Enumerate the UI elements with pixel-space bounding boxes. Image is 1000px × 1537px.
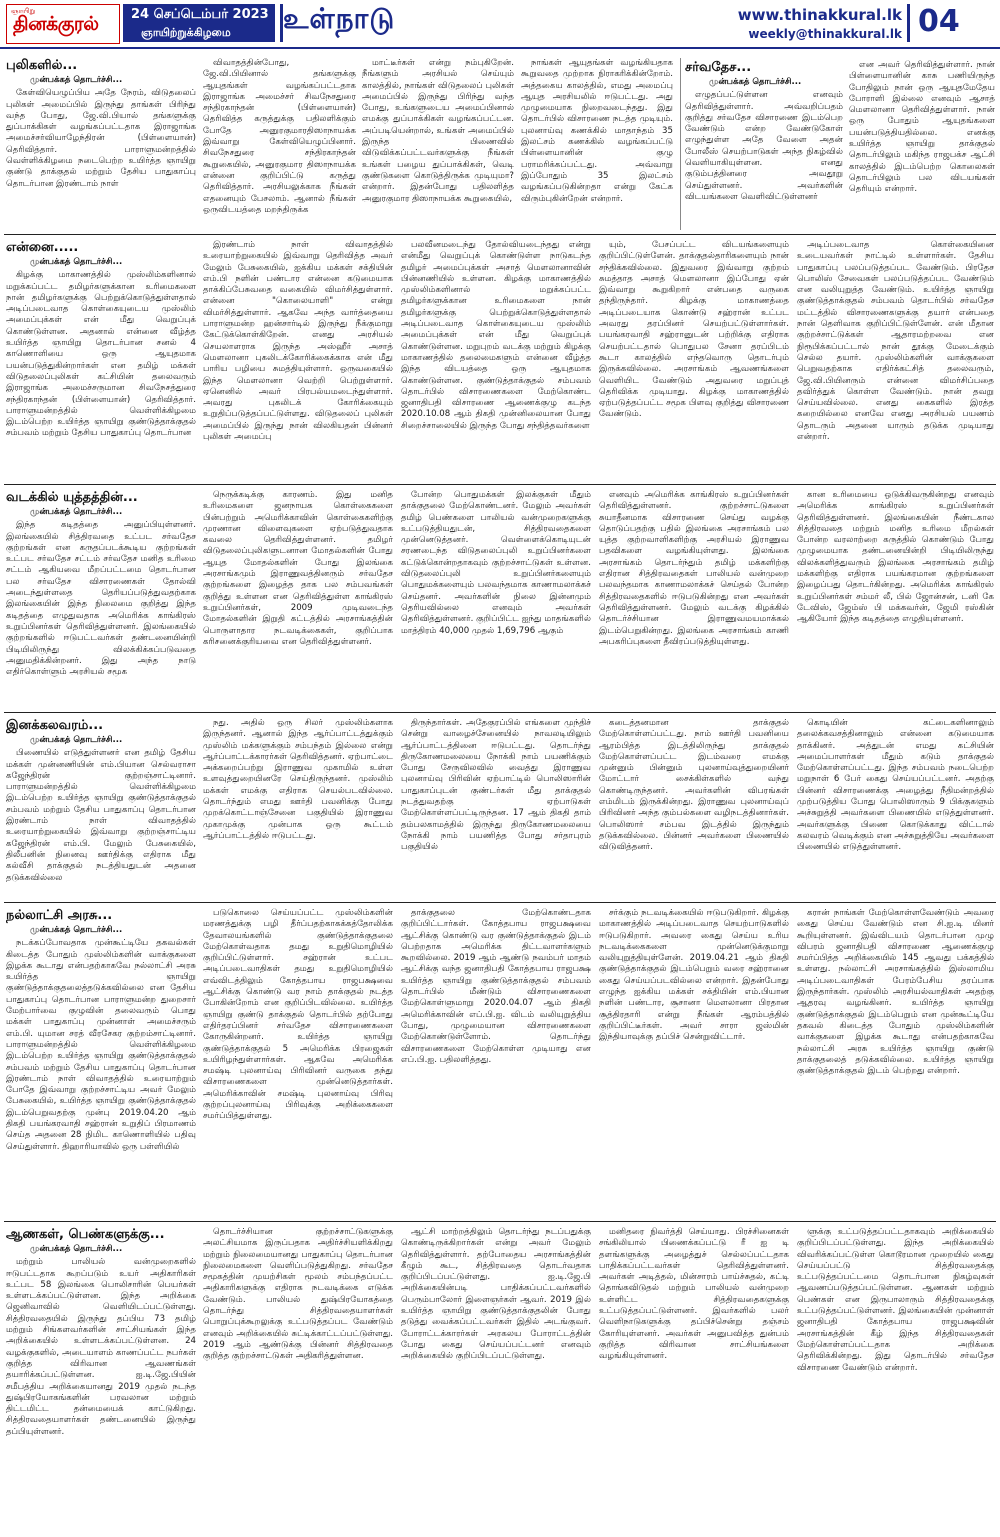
continuation-label: முன்பக்கத் தொடர்ச்சி... [30,75,123,85]
article-text: அடிப்படைவாத கொள்கையினை உடையவர்கள் நாட்டில் உள்ளார்கள். தேசிய பாதுகாப்பு பலப்படுத்தப்பட வேண்டும். பிரதேச பொலிஸ் சேவைகள் பலப்படுத்தப்பட வேண்டும் என வலியுறுத்த வேண்டும். உயிர்த்த ஞாயிறு குண்டுத்தாக்குதல் சம்பவம் தொடர்பில் சர்வதேச மட்டத்தில் விசாரணைகளுக்கு தயார் என்பதை நான் தெளிவாக குறிப்பிட்டுள்ளேன். என் மீதான குற்றச்சாட்டுக்கள் ஆதாரமற்றவை என நிரூபிக்கப்பட்டால் நான் தூக்கு மேடைக்கும் செல்ல தயார். முஸ்லிம்களின் வாக்குகளை பெறுவதற்காக எதிர்க்கட்சித் தலைவரும், ஜே.வி.பியினரும் என்னை விமர்சிப்பதை தவிர்த்துக் கொள்ள வேண்டும். நான் தவறு செய்யவில்லை. எனது கைகளில் இரத்த கறையில்லை எனவே எனது அரசியல் பயணம் தொடரும் அதனை யாரும் தடுக்க முடியாது என்றார். [797,240,994,443]
article-text: நாங்கள் ஆயுதங்கள் வழங்கியதாக கூறுவதை முற்றாக நிராகரிக்கின்றோம். அத்தகைய காலத்தில், எமது அமைப்பு ஆயுத அரசியலில் ஈடுபட்டது. அது முழுமையாக நிறைவடைந்தது. இது தொடர்பில் விசாரணை நடத்த முடியும். புலனாய்வு கணக்கில் மாதாந்தம் 35 இலட்சம் கணக்கில் வழங்கப்பட்டு பிள்ளையானின் குழு பராமரிக்கப்பட்டது. அவ்வாறு இப்போதும் 35 இலட்சம் வழங்கப்படுகின்றதா என்று கேட்க விரும்புகின்றேன் என்றார். [521,58,673,204]
article-column [362,58,514,230]
section-rule [4,712,996,713]
article-column [6,718,196,898]
article-text: கொடியின் கட்டைகளினாலும் தலைக்கவசத்தினாலும் என்னை கடுமையாக தாக்கினர். அத்துடன் எமது கட்சியின் அமைப்பாளர்கள் மீதும் கடும் தாக்குதல் மேற்கொள்ளப்பட்டது. இந்த சம்பவம் நடைபெற்ற மறுநாள் 6 பேர் கைது செய்யப்பட்டனர். அதற்கு பின்னர் விசாரணைக்கு அழைத்து நீதிமன்றத்தில் முற்படுத்திய போது பொலிஸாரும் 9 பிக்குகளும் அச்சுறுத்தி அவர்களை பிணையில் எடுத்துள்ளனர். அவர்களுக்கு பிணை கொடுக்காது விட்டால் கலவரம் வெடிக்கும் என அச்சுறுத்தியே அவர்களை பிணையில் எடுத்துள்ளனர். [797,718,994,853]
article-text: கரான் நாங்கள் மேற்கொள்ளவேண்டும் அவரை கைது செய்ய வேண்டும் என சி.ஐ.டி யினர் கூறியுள்ளனர். இவ்விடயம் தொடர்பான முழு விபரம் ஜனாதிபதி விசாரணை ஆணைக்குழு சமர்ப்பித்த அறிக்கையில் 145 ஆவது பக்கத்தில் உள்ளது. நல்லாட்சி அரசாங்கத்தில் இஸ்லாமிய அடிப்படைவாதிகள் பேரம்பேசிய தரப்பாக இருந்தார்கள். முஸ்லிம் அரசியல்வாதிகள் அதற்கு ஆதரவு வழங்கினர். உயிர்த்த ஞாயிறு குண்டுத்தாக்குதல் இடம்பெறும் என முன்கூட்டியே தகவல் கிடைத்த போதும் முஸ்லிம்களின் வாக்குகளை இழக்க கூடாது என்பதற்காகவே நல்லாட்சி அரசு உயிர்த்த ஞாயிறு குண்டு தாக்குதலைத் தடுக்கவில்லை. உயிர்த்த ஞாயிறு குண்டுத்தாக்குதல் இடம் பெற்றது என்றார். [797,908,994,1077]
article-column [203,490,393,708]
article-column [521,58,673,230]
section-title: உள்நாடு [283,2,396,35]
section-rule [4,234,996,235]
article-text: கடைத்தனமான தாக்குதல் மேற்கொள்ளப்பட்டது. நாம் ஊர்தி பவனியை ஆரம்பித்த இடத்திலிருந்து தாக்குதல் மேற்கொள்ளப்பட்ட இடம்வரை எமக்கு முன்னும் பின்னும் புலனாய்வுத்துறையினர் மோட்டார் சைக்கிள்களில் வந்து கொண்டிருந்தனர். அவர்களின் விபரங்கள் எம்மிடம் இருக்கின்றது. இராணுவ புலனாய்வுப் பிரிவினர் அந்த கும்பல்களை வழிநடத்தினார்கள். பொலிஸார் சம்பவ இடத்தில் இருந்தும் தடுக்கவில்லை. பின்னர் அவர்களை பிணையில் விடுவித்தனர். [599,718,789,853]
article-column [6,908,196,1216]
article-text: ஆட்சி மாற்றத்திலும் தொடர்ந்து நடப்பதுக்கு கொண்டிருக்கிறார்கள் என்று அவர் மேலும் தெரிவித்துள்ளார். தற்போதைய அரசாங்கத்தின் கீழும் கூட, சித்திரவதை தொடர்வதாக குறிப்பிடப்பட்டுள்ளது. ஐ.டி.ஜே.பி அறிக்கையின்படி பாதிக்கப்பட்டவர்களில் பெரும்பாலோர் இளைஞர்கள் ஆவர். 2019 இல் உயிர்த்த ஞாயிறு குண்டுத்தாக்குதலின் போது தடுத்து வைக்கப்பட்டவர்கள் இதில் அடங்குவர். போராட்டக்காரர்கள் அரகலய போராட்டத்தின் போது கைது செய்யப்பட்டனர் எனவும் அறிக்கையில் குறிப்பிடப்பட்டுள்ளது. [401,1227,591,1362]
article-text: விவாதத்தின்போது, ஜே.வி.பியினால் தங்களுக்கு ஆயுதங்கள் வழங்கப்பட்டதாக இராஜாங்க அமைச்சர் சிவநேசதுரை சந்திரகாந்தன் (பிள்ளையான்) தெரிவித்த கருத்துக்கு பதிலளிக்கும் போதே அனுரகுமாரதிஸாநாயக்க இவ்வாறு கேள்வியெழுப்பினார். சிவநேசதுரை சந்திரகாந்தன் கூறுகையில், அனுரகுமார திஸாநாயக்க என்னை குறிப்பிட்டு கருத்து தெரிவித்தார். அரசியலுக்காக நீங்கள் எதனையும் பேசலாம். ஆனால் நீங்கள் ஒருவிடயத்தை மறந்திருக்க [203,58,356,215]
article-column [203,908,393,1216]
article-text: சர்க்கும் நடவடிக்கையில் ஈடுபடுகிறார். கிழக்கு மாகாணத்தில் அடிப்படைவாத செயற்பாடுகளில் ஈடுபடுகிறார். அவரை கைது செய்ய உரிய நடவடிக்கைகளை முன்னெடுக்குமாறு வலியுறுத்தியுள்ளேன். 2019.04.21 ஆம் திகதி குண்டுத்தாக்குதல் இடம்பெறும் வரை சஹ்ரானை கைது செய்யப்படவில்லை என்றார். இதன்போது எழுந்த ஐக்கிய மக்கள் சக்தியின் எம்.பியான நளின் பண்டார, சூசானா மௌலானா பிரதான சூத்திரதாரி என்று நீங்கள் ஆரம்பத்தில் குறிப்பிட்டீர்கள். அவர் சாரா ஜஸ்மின் இந்தியாவுக்கு தப்பிச் சென்றுவிட்டார். [599,908,789,1043]
article-column [797,908,994,1216]
article-text: திருந்தார்கள். அதேகுரப்பில் எங்களை முந்திச் சென்று வாழைச்சேனையில் நாவலடியிலும் ஆர்ப்பாட்டத்தினை ஈடுபட்டது. தொடர்ந்து திருகோணமலையை நோக்கி நாம் பயணிக்கும் போது சேருவிலவில் வைத்து இராணுவ புலனாய்வு பிரிவின் ஏற்பாட்டில் பொலிஸாரின் பாதுகாப்புடன் குண்டர்கள் மீது தாக்குதல் நடத்துவதற்கு ஏற்பாடுகள் மேற்கொள்ளப்பட்டிருந்தன. 17 ஆம் திகதி தாம் தம்பலகாமத்தில் இருந்து திருகோணமலையை நோக்கி நாம் பயணித்த போது சர்தாபுரம் பகுதியில் [401,718,591,853]
date-bar [123,4,275,42]
article-text: தாக்குதலை மேற்கொண்டதாக குறிப்பிட்டார்கள். கோத்தபாய ராஜபக்ஷவை ஆட்சிக்கு கொண்டு வர குண்டுத்தாக்குதல் இடம் பெற்றதாக அமெரிக்க திட்டவாளர்களும் கூறவில்லை. 2019 ஆம் ஆண்டு நவம்பர் மாதம் ஆட்சிக்கு வந்த ஜனாதிபதி கோத்தபாய ராஜபக்ஷ உயிர்த்த ஞாயிறு குண்டுத்தாக்குதல் சம்பவம் தொடர்பில் மீண்டும் விசாரணைகளை மேற்கொள்ளுமாறு 2020.04.07 ஆம் திகதி அமெரிக்காவின் எப்.பி.ஐ. விடம் வலியுறுத்திய போது, முழுமையான விசாரணைகளை மேற்கொண்டுள்ளோம். தொடர்ந்து விசாரணைகளை மேற்கொள்ள முடியாது என எப்.பி.ஐ. பதிலளித்தது. [401,908,591,1065]
article-text: எனவும் அமெரிக்க காங்கிரஸ் உறுப்பினர்கள் தெரிவித்துள்ளனர். குற்றச்சாட்டுகளை சுயாதீனமாக விசாரணை செய்து வழக்கு தொடுப்பதற்கு பதில் இலங்கை அரசாங்கம் பல யுத்த குற்றவாளிகளிற்கு அரசியல் இராணுவ பதவிகளை வழங்கியுள்ளது. இலங்கை அரசாங்கம் தொடர்ந்தும் தமிழ் மக்களிற்கு எதிரான சித்திரவதைகள் பாலியல் வன்முறை பலவந்தமாக காணாமலாக்கச் செய்தல் போன்ற சித்திரவதைகளில் ஈடுபடுகின்றது என அவர்கள் தெரிவித்துள்ளனர். மேலும் வடக்கு கிழக்கில் தொடர்ச்சியான இராணுவமயமாக்கல் இடம்பெறுகின்றது. இலங்கை அரசாங்கம் காணி அபகரிப்புகளை தீவிரப்படுத்தியுள்ளது. [599,490,789,647]
article-column [797,490,994,708]
article-text: இரண்டாம் நாள் விவாதத்தில் உரையாற்றுகையில் இவ்வாறு தெரிவித்த அவர் மேலும் பேசுகையில், ஐக்கிய மக்கள் சக்தியின் எம்.பி நளின் பண்டார என்னை கடுமையாக தாக்கிப்பேசுவதை வகையில் விமர்சித்துள்ளார். என்னை "கொலையாளி" என்று விமர்சித்துள்ளார். ஆகவே அந்த வார்த்தையை பாராளுமன்ற ஹன்சார்டில் இருந்து நீக்குமாறு கேட்டுக்கொள்கிறேன். எனது அரசியல் செயலாளராக இருந்த அஸ்ஹீர் அசாத் மௌலானா புகலிடக்கோரிக்கைக்காக என் மீது பாரிய பழியை சுமத்தியுள்ளார். ஒருவகையில் இந்த மௌலானா வெற்றி பெற்றுள்ளார். ஏனெனில் அவர் பிரபல்யமடைந்துள்ளார். அவரது புகலிடக் கோரிக்கையும் உறுதிப்படுத்தப்பட்டுள்ளது. விடுதலைப் புலிகள் அமைப்பில் இருந்து நான் விலகியதன் பின்னர் புலிகள் அமைப்பு [203,240,393,443]
newspaper-logo [6,4,120,44]
article-column [599,718,789,898]
article-column [599,490,789,708]
article-headline: ஆணகள், பெண்களுக்கு... [6,1227,165,1242]
continuation-label: முன்பக்கத் தொடர்ச்சி... [30,507,123,517]
article-text: ளுக்கு உட்படுத்தப்பட்டதாகவும் அறிக்கையில் குறிப்பிடப்பட்டுள்ளது. இந்த அறிக்கையில் விவரிக்கப்பட்டுள்ள கொடூரமான முறையில் கைது செய்யப்பட்டு சித்திரவதைக்கு உட்படுத்தப்பட்டமை தொடர்பான நிகழ்வுகள் ஆவணப்படுத்தப்பட்டுள்ளன. ஆணகள் மற்றும் பெண்கள் என இருபாலாரும் சித்திரவதைக்கு உட்படுத்தப்பட்டுள்ளனர். இலங்கையின் முன்னாள் ஜனாதிபதி கோத்தபாய ராஜபக்ஷவின் அரசாங்கத்தின் கீழ் இந்த சித்திரவதைகள் மேற்கொள்ளப்பட்டதாக அறிக்கை தெரிவிக்கின்றது. இது தொடர்பில் சர்வதேச விசாரணை வேண்டும் என்றார். [797,1227,994,1373]
masthead [0,0,1000,49]
article-column [401,1227,591,1533]
article-column [599,908,789,1216]
article-text: யும், பேசப்பட்ட விடயங்களையும் குறிப்பிட்டுள்ளேன். தாக்குதல்தாரிகளையும் நான் சந்திக்கவில்லை. இதுவரை இவ்வாறு குற்றம் சுமத்தாத அசாத் மௌலானா இப்போது ஏன் இவ்வாறு கூறுகிறார் என்பதை வருகை தந்திருந்தார். கிழக்கு மாகாணத்தை அடிப்படையாக கொண்டு சஹ்ரான் உட்பட அவரது தரப்பினர் செயற்பட்டுள்ளார்கள். பயங்கரவாதி சஹ்ரானுடன் பற்றிக்கு எதிராக செயற்பட்டதால் பொதுபல சேனா தரப்பிடம் கூடா காலத்தில் எந்தவொரு தொடர்பும் இருக்கவில்லை. அரசாங்கம் ஆவணங்களை வெளியிட வேண்டும் அதுவரை மறுப்புத் தெரிவிக்க முடியாது. கிழக்கு மாகாணத்தில் ஏற்படுத்தப்பட்ட சமூக பிளவு குறித்து விசாரணை வேண்டும். [599,240,789,420]
article-text: நெருக்கடிக்கு காரணம். இது மனித உரிமைகளை ஜனநாயக கொள்கைகளை பின்பற்றும் அமெரிக்காவின் கொள்கைகளிற்கு முரணான விளைவுகளை ஏற்படுத்துவதாக கவலை தெரிவித்துள்ளனர். தமிழர் விடுதலைப்புலிகளுடனான மோதல்களின் போது ஆயுத மோதல்களின் போது இலங்கை அரசாங்கமும் இராணுவத்தினரும் சர்வதேச குற்றங்களை இழைத்த தாக பல சம்பவங்கள் குறித்து உள்ளன என தெரிவித்துள்ள காங்கிரஸ் உறுப்பினர்கள், 2009 முடிவடைந்த மோதல்களின் இறுதி கட்டத்தில் அரசாங்கத்தின் பொருளாதார நடவடிக்கைகள், குறிப்பாக கரிசனைக்குரியவை என தெரிவித்துள்ளனர். [203,490,393,647]
article-text: பலவீனமடைந்து தோல்வியடைந்தது என்று என்மீது வெறுப்புக் கொண்டுள்ள நாடுகடந்த தமிழர் அமைப்புக்கள் அசாத் மௌலானாவின் பின்னணியில் உள்ளன. கிழக்கு மாகாணத்தில் முஸ்லிம்களினால் மறுக்கப்பட்ட தமிழர்களுக்கான உரிமைகளை நான் தமிழர்களுக்கு பெற்றுக்கொடுத்துள்ளதால் அடிப்படைவாத கொள்கையுடைய முஸ்லிம் அமைப்புக்கள் என் மீது வெறுப்புக் கொண்டுள்ளன. மறுபுறம் வடக்கு மற்றும் கிழக்கு மாகாணத்தில் தலைமைகளும் என்னை வீழ்த்த இந்த விடயத்தை ஒரு ஆயுதமாக கொண்டுள்ளன. குண்டுத்தாக்குதல் சம்பவம் தொடர்பில் விசாரணைகளை மேற்கொண்ட ஜனாதிபதி விசாரணை ஆணைக்குழு கடந்த 2020.10.08 ஆம் திகதி முன்னிலையான போது சிறைச்சாலையில் இருந்த போது சந்தித்தவர்களை [401,240,591,431]
article-headline: நல்லாட்சி அரசு... [6,908,113,923]
article-column [6,490,196,708]
article-text: கிழக்கு மாகாணத்தில் முஸ்லிம்களினால் மறுக்கப்பட்ட தமிழர்களுக்கான உரிமைகளை நான் தமிழர்களுக்கு பெற்றுக்கொடுத்துள்ளதால் அடிப்படைவாத கொள்கையுடைய முஸ்லிம் அமைப்புக்கள் என் மீது வெறுப்புக் கொண்டுள்ளன. அதனால் என்னை வீழ்த்த உயிர்த்த ஞாயிறு தொடர்பான சனல் 4 காணொளியை ஒரு ஆயுதமாக பயன்படுத்துகின்றார்கள் என தமிழ் மக்கள் விடுதலைப்புலிகள் கட்சியின் தலைவரும் இராஜாங்க அமைச்சருமான சிவநேசத்துரை சந்திரகாந்தன் (பிள்ளையான்) தெரிவித்தார். பாராளுமன்றத்தில் வெள்ளிக்கிழமை இடம்பெற்ற உயிர்த்த ஞாயிறு குண்டுத்தாக்குதல் சம்பவம் மற்றும் தேசிய பாதுகாப்பு தொடர்பான [6,270,196,439]
section-rule [4,484,996,485]
article-column [6,58,196,230]
article-column [203,1227,393,1533]
article-text: கான உரிமையை ஒடுக்கிவருகின்றது எனவும் அமெரிக்க காங்கிரஸ் உறுப்பினர்கள் தெரிவித்துள்ளனர். இலங்கையின் நீண்டகால சித்திரவதை மற்றும் மனித உரிமை மீறல்கள் போன்ற வரலாற்றை கருத்தில் கொண்டும் போது முழுமையாக தண்டனையின்றி பிடியிலிருந்து விலக்களித்துவரும் இலங்கை அரசாங்கம் தமிழ் மக்களிற்கு எதிராக பயங்கரமான குற்றங்களை இழைப்பது தொடர்கின்றது. அமெரிக்க காங்கிரஸ் உறுப்பினர்கள் சம்மர் லீ, பில் ஜோன்சன், டனி கே டேவிஸ், ஜேம்ஸ் பி மக்கவர்ன், ஜேமி ரஸ்கின் ஆகியோர் இந்த கடிதத்தை எழுதியுள்ளனர். [797,490,994,625]
continuation-label: முன்பக்கத் தொடர்ச்சி... [30,735,123,745]
continuation-label: முன்பக்கத் தொடர்ச்சி... [30,1244,123,1254]
article-headline: சர்வதேச... [685,60,752,75]
article-column [203,240,393,480]
article-column [797,718,994,898]
article-column [401,490,591,708]
continuation-label: முன்பக்கத் தொடர்ச்சி... [30,257,123,267]
article-text: படுகொலை செய்யப்பட்ட முஸ்லிம்களின் மரணத்துக்கு பழி தீர்ப்பதற்காகக்கத்தோலிக்க தேவாலயங்களில் குண்டுத்தாக்குதலை மேற்கொள்வதாக தமது உறுதிமொழியில் குறிப்பிட்டுள்ளார். சஹ்ரான் உட்பட அடிப்படைவாதிகள் தமது உறுதிமொழியில் எவ்விடத்திலும் கோத்தபாய ராஜபக்ஷவை ஆட்சிக்கு கொண்டு வர நாம் தாக்குதல் நடத்த போகின்றோம் என குறிப்பிடவில்லை. உயிர்த்த ஞாயிறு குண்டு தாக்குதல் தொடர்பில் தற்போது எதிர்தரப்பினர் சர்வதேச விசாரணைகளை கோருகின்றனர். உயிர்த்த ஞாயிறு குண்டுத்தாக்குதல் 5 அமெரிக்க பிரஜைகள் உயிரிழந்துள்ளார்கள். ஆகவே அமெரிக்க சமஷ்டி புலனாய்வு பிரிவினர் வருகை தந்து விசாரணைகளை முன்னெடுத்தார்கள். அமெரிக்காவின் சமஷ்டி புலனாய்வு பிரிவு குற்றப்புலனாய்வு பிரிவுக்கு அறிக்கைகளை சமர்ப்பித்துள்ளது. [203,908,393,1122]
article-headline: வடக்கில் யுத்தத்தின்... [6,490,138,505]
article-text: போன்ற பொதுமக்கள் இலக்குகள் மீதும் தாக்குதலை மேற்கொண்டனர். மேலும் அவர்கள் தமிழ் பெண்களை பாலியல் வன்முறைகளுக்கு உட்படுத்தியதுடன், சித்திரவதைகளை முன்னெடுத்தனர். வெள்ளைக்கொடியுடன் சரணடைந்த விடுதலைப்புலி உறுப்பினர்களை கட்டுக்கொன்றதாகவும் குற்றச்சாட்டுகள் உள்ளன. விடுதலைப்புலி உறுப்பினர்களையும் பொதுமக்களையும் பலவந்தமாக காணாமலாக்கச் செய்தனர். அவர்களின் நிலை இன்னமும் தெரியவில்லை எனவும் அவர்கள் தெரிவித்துள்ளனர். குறிப்பிட்ட ஐந்து மாதங்களில் மாத்திரம் 40,000 முதல் 1,69,796 ஆகும் [401,490,591,636]
article-column [203,58,356,230]
article-column [599,240,789,480]
logo-wordmark: தினக்குரல் [13,13,99,35]
article-text: நடக்கப்போவதாக முன்கூட்டியே தகவல்கள் கிடைத்த போதும் முஸ்லிம்களின் வாக்குகளை இழக்க கூடாது என்பதற்காகவே நல்லாட்சி அரசு உயிர்த்த ஞாயிறு குண்டுத்தாக்குதலைத்தடுக்கவில்லை என தேசிய பாதுகாப்பு தொடர்பான பாராளுமன்ற துறைசார் மேற்பார்வை குழுவின் தலைவரும் பொது மக்கள் பாதுகாப்பு முன்னாள் அமைச்சரும் எம்.பி. யுமான சரத் வீரசேகர குற்றம்சாட்டினார். பாராளுமன்றத்தில் வெள்ளிக்கிழமை இடம்பெற்ற உயிர்த்த ஞாயிறு குண்டுத்தாக்குதல் சம்பவம் மற்றும் தேசிய பாதுகாப்பு தொடர்பான இரண்டாம் நாள் விவாதத்தில் உரையாற்றும் போதே இவ்வாறு குற்றச்சாட்டிய அவர் மேலும் பேசுகையில், உயிர்த்த ஞாயிறு குண்டுத்தாக்குதல் இடம்பெறுவதற்கு முன்பு 2019.04.20 ஆம் திகதி பயங்கரவாதி சஹ்ரான் உறுதிப் பிரமாணம் செய்த அதனை 28 நிமிட காணொளியில் பதிவு செய்துள்ளார். திஹாரியாவில் ஒரு பள்ளியில் [6,938,196,1152]
logo-edition-label: ஞாயிறு [11,7,36,15]
website-link[interactable]: www.thinakkural.lk [737,6,902,24]
article-column [401,718,591,898]
article-column [401,240,591,480]
article-headline: இனக்கலவரம்... [6,718,104,733]
column-rule [680,58,681,230]
article-text: கேள்வியெழுப்பிய அதே நேரம், விடுதலைப் புலிகள் அமைப்பில் இருந்து தாங்கள் பிரிந்து வந்த போது, ஜே.வி.பியால் தங்களுக்கு துப்பாக்கிகள் வழங்கப்பட்டதாக இராஜாங்க அமைச்சர்வியாழேந்திரன் (பிள்ளையான்) தெரிவித்தார். பாராளுமன்றத்தில் வெள்ளிக்கிழமை நடைபெற்ற உயிர்த்த ஞாயிறு குண்டு தாக்குதல் மற்றும் தேசிய பாதுகாப்பு தொடர்பான இரண்டாம் நாள் [6,88,196,189]
article-text: தொடர்ச்சியான குற்றச்சாட்டுகளுக்கு அலட்சியமாக இருப்பதாக அதிர்ச்சியளிக்கிறது மற்றும் நிலைமையானது பாதுகாப்பு தொடர்பான நிலைமைகளை வெளிப்படுத்துகிறது. சர்வதேச சமூகத்தின் முயற்சிகள் மூலம் சம்பந்தப்பட்ட அதிகாரிகளுக்கு எதிராக நடவடிக்கை எடுக்க வேண்டும். பாலியல் துஷ்பிரயோகத்தை தொடர்ந்து சித்திரவதையாளர்கள் பொறுப்புக்கூறலுக்கு உட்படுத்தப்பட வேண்டும் எனவும் அறிக்கையில் சுட்டிக்காட்டப்பட்டுள்ளது. 2019 ஆம் ஆண்டுக்கு பின்னர் சித்திரவதை குறித்த குற்றச்சாட்டுகள் அதிகரித்துள்ளன. [203,1227,393,1362]
issue-day: ஞாயிற்றுக்கிழமை [141,26,231,39]
article-column [203,718,393,898]
article-text: மற்றும் பாலியல் வன்முறைகளில் ஈடுபட்டதாக கூறப்படும் உயர் அதிகாரிகள் உட்பட 58 இலங்கை பொலிசாரின் பெயர்கள் உள்ளடக்கப்பட்டுள்ளன. இந்த அறிக்கை ஜெனிவாவில் வெளியிடப்பட்டுள்ளது. சித்திரவதையில் இருந்து தப்பிய 73 தமிழ் மற்றும் சிங்களவர்களின் சாட்சியங்கள் இந்த அறிக்கையில் உள்ளடக்கப்பட்டுள்ளன. 24 வழக்குகளில், அடையாளம் காணப்பட்ட நபர்கள் குறித்த விரிவான ஆவணங்கள் தயாரிக்கப்பட்டுள்ளன. ஐ.டி.ஜே.பியின் சமீபத்திய அறிக்கையானது 2019 முதல் நடந்த துஷ்பிரயோகங்களின் பரவலான மற்றும் திட்டமிட்ட தன்மையைக் காட்டுகிறது. சித்திரவதையாளர்கள் தண்டனையில் இருந்து தப்பியுள்ளனர். [6,1257,196,1437]
continuation-label: முன்பக்கத் தொடர்ச்சி... [30,925,123,935]
article-text: மனிதரை நிவர்த்தி செய்யாது. பிரச்சினைகள் சங்கிலியால் பிணைக்கப்பட்டு ரீ ஐ டி தளங்களுக்கு அழைத்துச் செல்லப்பட்டதாக பாதிக்கப்பட்டவர்கள் தெரிவித்துள்ளனர். அவர்கள் அடித்தல், மின்சாரம் பாய்ச்சுதல், கட்டி தொங்கவிடுதல் மற்றும் பாலியல் வன்முறை உள்ளிட்ட சித்திரவதைகளுக்கு உட்படுத்தப்பட்டுள்ளனர். இவர்களில் பலர் வெளிநாடுகளுக்கு தப்பிச்சென்று தஞ்சம் கோரியுள்ளனர். அவர்கள் அனுபவித்த துன்பம் குறித்த விரிவான சாட்சியங்களை வழங்கியுள்ளனர். [599,1227,789,1362]
article-headline: என்னை..... [6,240,79,255]
section-rule [4,902,996,903]
article-column [599,1227,789,1533]
email-link[interactable]: weekly@thinakkural.lk [748,27,902,41]
article-column [797,1227,994,1533]
article-column [685,60,843,230]
continuation-label: முன்பக்கத் தொடர்ச்சி... [709,77,802,87]
article-text: இந்த கடிதத்தை அனுப்பியுள்ளனர். இலங்கையில் சித்திரவதை உட்பட சர்வதேச குற்றங்கள் என கருதப்படக்கூடிய குற்றங்கள் உட்பட சர்வதேச சட்டம் சர்வதேச மனித உரிமை சட்டம் ஆகியவை மீறப்பட்டமை தொடர்பான பல சர்வதேச விசாரணைகள் தோல்வி அடைந்துள்ளதை தெரியப்படுத்துவதற்காக இலங்கையின் இந்த நிலைமை குறித்து இந்த கடிதத்தை எழுதுவதாக அமெரிக்க காங்கிரஸ் உறுப்பினர்கள் தெரிவித்துள்ளனர். இலங்கையில் குற்றங்களில் ஈடுபட்டவர்கள் தண்டனையின்றி பிடியிலிருந்து விலக்கிக்கப்படுவதை அனுமதிக்கின்றனர். இது அந்த நாடு எதிர்கொள்ளும் அரசியல் சமூக [6,520,196,678]
article-column [797,240,994,480]
page-number: 04 [918,4,960,39]
article-text: பிணையில் எடுத்துள்ளனர் என தமிழ் தேசிய மக்கள் முன்னணியின் எம்.பியான செல்வராசா கஜேந்திரன் குற்றஞ்சாட்டினார். பாராளுமன்றத்தில் வெள்ளிக்கிழமை இடம்பெற்ற உயிர்த்த ஞாயிறு குண்டுத்தாக்குதல் சம்பவம் மற்றும் தேசிய பாதுகாப்பு தொடர்பான இரண்டாம் நாள் விவாதத்தில் உரையாற்றுகையில் இவ்வாறு குற்றஞ்சாட்டிய கஜேந்திரன் எம்.பி. மேலும் பேசுகையில், திலீபனின் நினைவு ஊர்திக்கு எதிராக மீது கல்வீசி தாக்குதல் நடத்தியதுடன் அதனை தடுக்கவில்லை [6,748,196,883]
article-text: நது. அதில் ஒரு சிலர் முஸ்லிம்களாக இருந்தனர். ஆனால் இந்த ஆர்ப்பாட்டத்துக்கும் முஸ்லிம் மக்களுக்கும் சம்பந்தம் இல்லை என்று ஆர்ப்பாட்டக்காரர்கள் தெரிவித்தனர். ஏற்பாட்டை அக்கறைப்பற்று இராணுவ முகாமில் உள்ள உளவுத்துறையினரே செய்திருந்தனர். முஸ்லிம் மக்கள் எமக்கு எதிராக செயல்படவில்லை. தொடர்ந்தும் எமது ஊர்தி பவனிக்கு போது முறக்கொட்டாஞ்சேனை பகுதியில் இராணுவ முகாமுக்கு முன்பாக ஒரு கூட்டம் ஆர்ப்பாட்டத்தில் ஈடுபட்டது. [203,718,393,841]
article-text: எழுதப்பட்டுள்ளன எனவும் தெரிவித்துள்ளார். அவ்வறிப்பதம் குறித்து சர்வதேச விசாரணை இடம்பெற வேண்டும் என்ற வேண்டுகோள் எழுந்துள்ள அதே வேளை அதன் போலீஸ் செயற்பாடுகள் அந்த நிகழ்வில் வெளியாகியுள்ளன. எனது குடும்பத்தினரை அவதூறு செய்துள்ளனர். அவர்களின் விடயங்களை வெளிவிட்டுள்ளனர் [685,90,843,202]
page-number-divider [907,4,910,42]
article-headline: புலிகளில்... [6,58,78,73]
article-column [6,1227,196,1533]
article-column [6,240,196,480]
issue-date: 24 செப்டெம்பர் 2023 [131,7,269,22]
section-rule [4,1221,996,1222]
article-text: என அவர் தெரிவித்துள்ளார். நான் பிள்ளையானின் காசு பணியிருந்த போதிலும் நான் ஒரு ஆயுதமேதேய போராளி இல்லை எனவும் ஆசாத் மௌலானா தெரிவித்துள்ளார். நான் ஒரு போதும் ஆயுதங்களை பயன்படுத்தியதில்லை. எனக்கு உயிர்த்த ஞாயிறு தாக்குதல் தொடர்பிலும் மகிந்த ராஜபக்ச ஆட்சி காலத்தில் இடம்பெற்ற கொலைகள் தொடர்பிலும் பல விடயங்கள் தெரியும் என்றார். [849,60,995,195]
article-column [849,60,995,230]
article-text: மாட்டீர்கள் என்று நம்புகிறேன். நீங்களும் அரசியல் செய்யும் காலத்தில், நாங்கள் விடுதலைப் புலிகள் அமைப்பில் இருந்து பிரிந்து வந்த போது, உங்களுடைய அமைப்பினால் எமக்கு துப்பாக்கிகள் வழங்கப்பட்டன. அப்படியென்றால், உங்கள் அமைப்பில் இருந்த பிணைவில் விடுவிக்கப்பட்டவர்களுக்கு நீங்கள் உங்கள் பழைய துப்பாக்கிகள், வெடி குண்டுகளை கொடுத்திருக்க முடியுமா? என்றார். இதன்போது பதிலளித்த அனுரகுமார திஸாநாயக்க கூறுகையில், [362,58,514,204]
article-column [401,908,591,1216]
